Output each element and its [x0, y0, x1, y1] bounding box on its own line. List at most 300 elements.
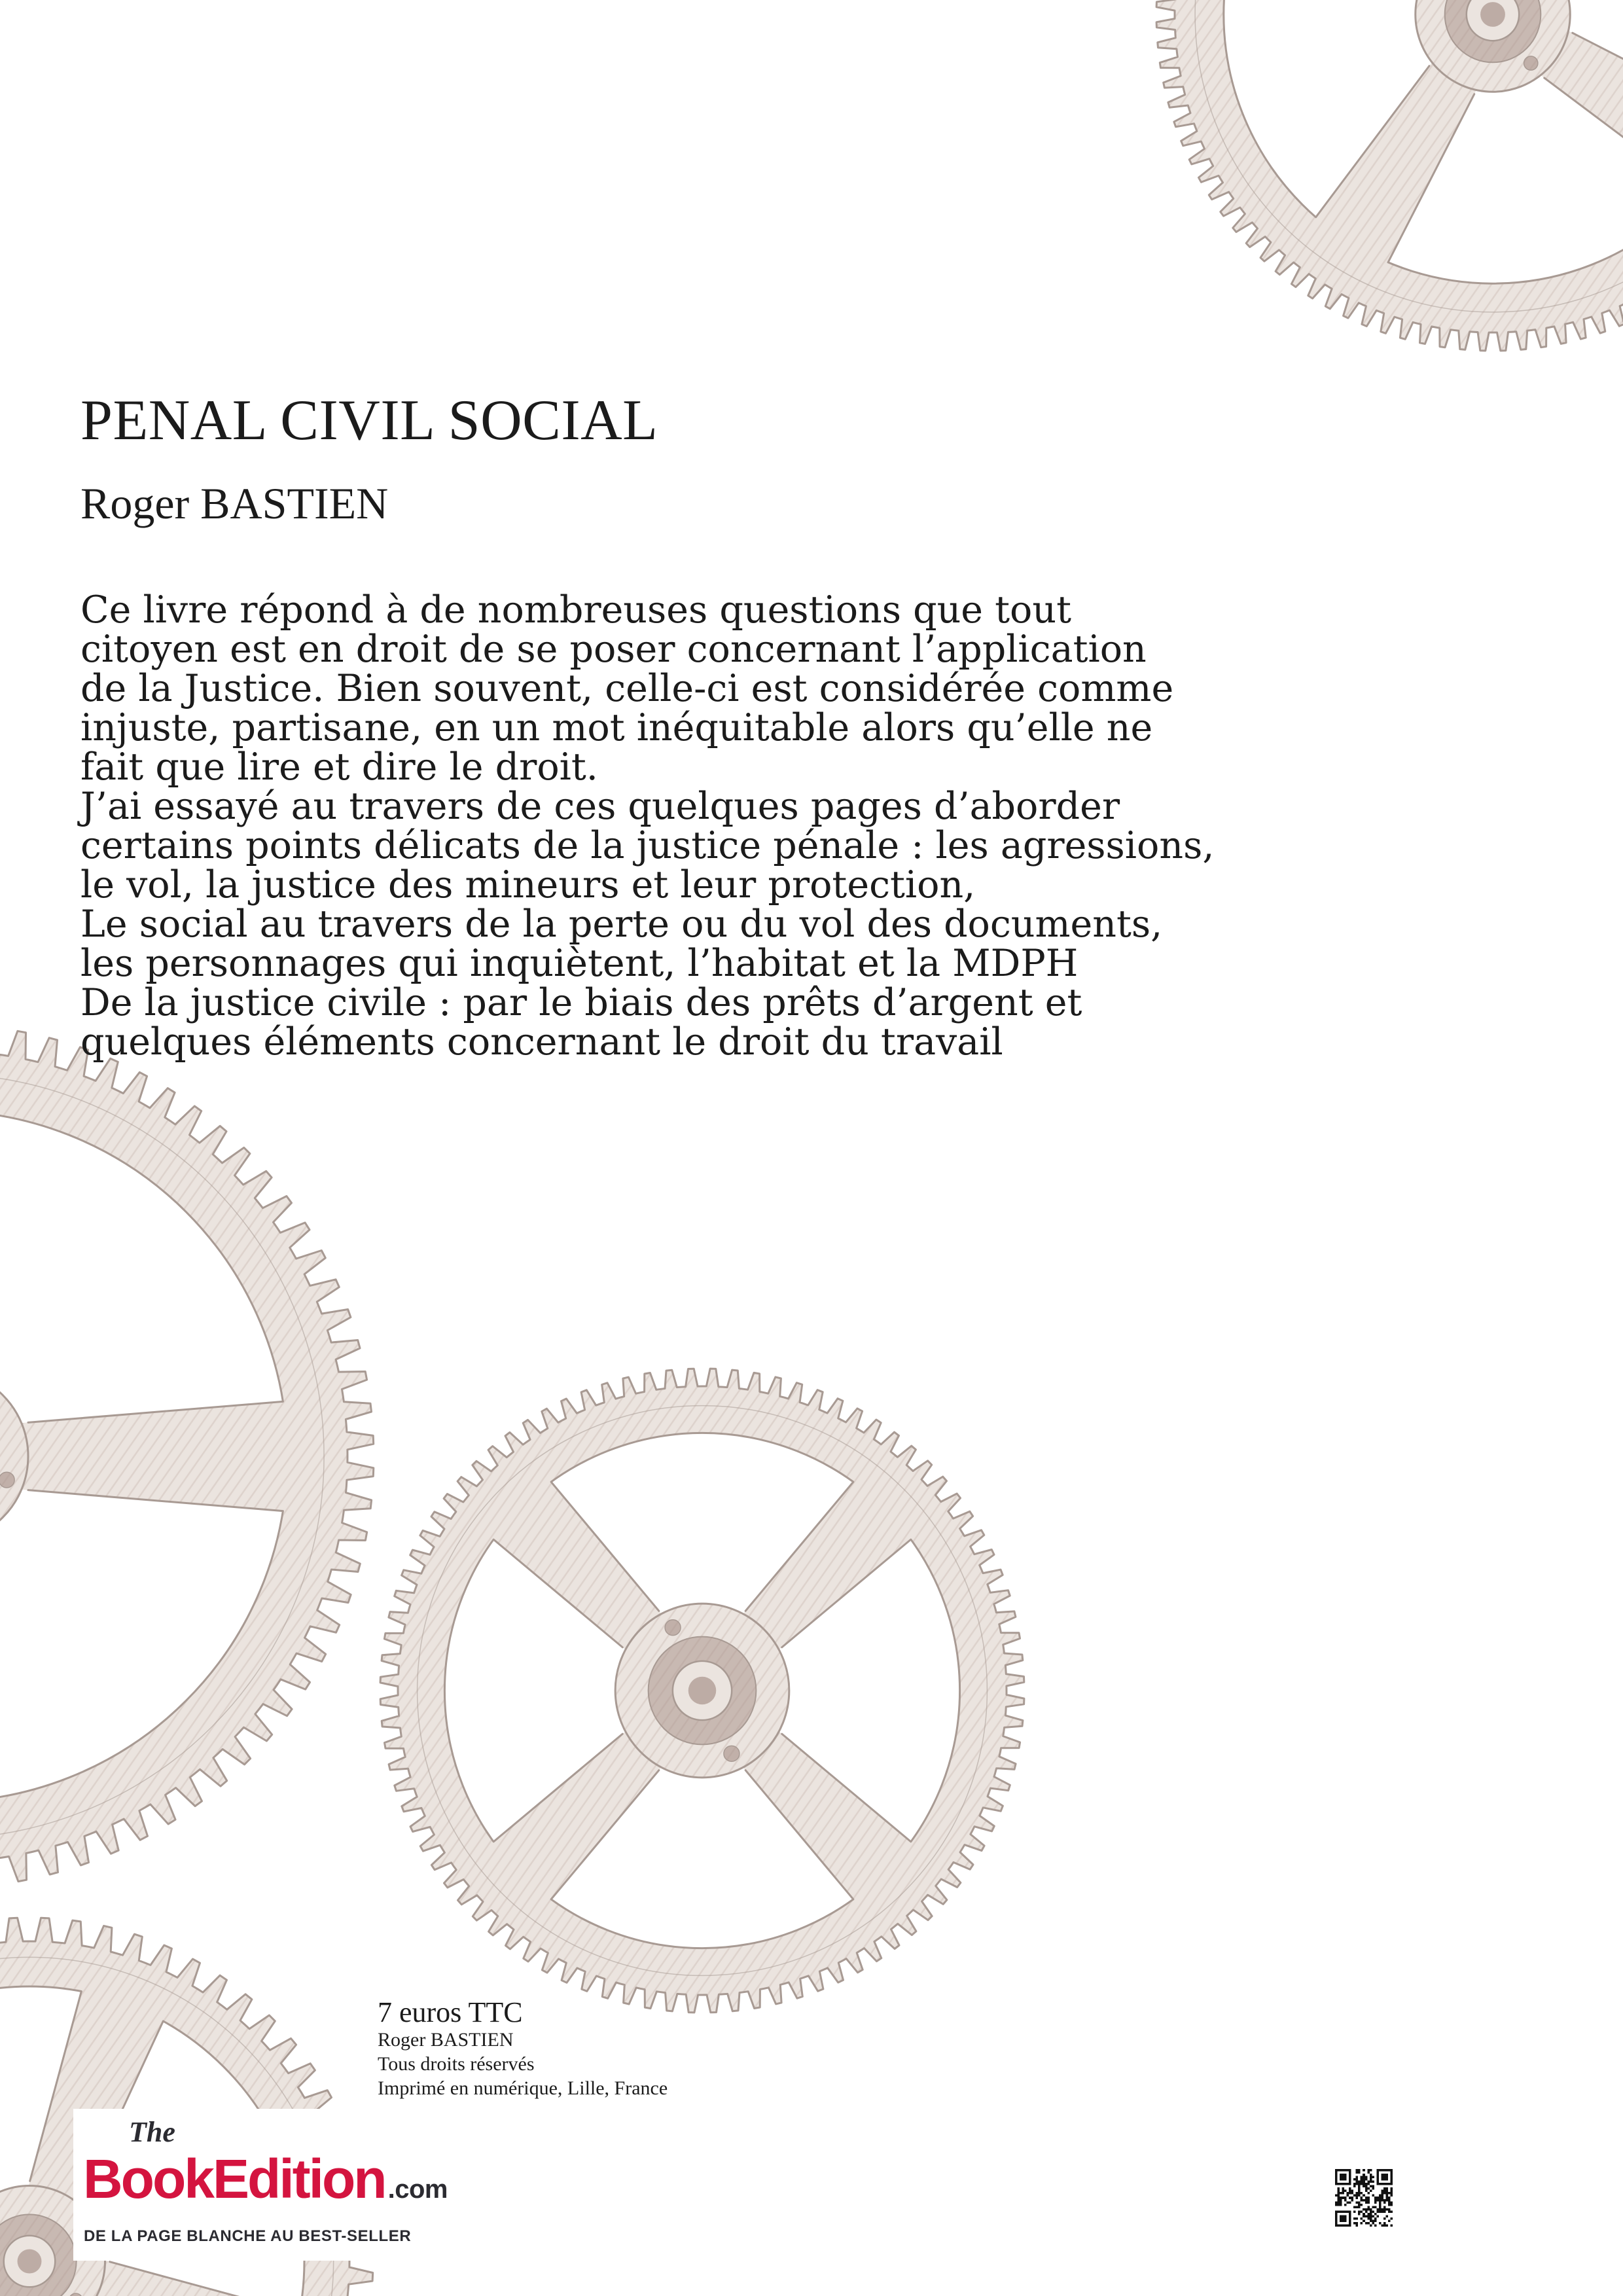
- qr-module: [1342, 2192, 1345, 2195]
- qr-module: [1361, 2197, 1363, 2199]
- qr-module: [1381, 2195, 1383, 2197]
- qr-code: [1335, 2169, 1393, 2227]
- qr-module: [1335, 2219, 1338, 2222]
- qr-module: [1383, 2169, 1386, 2172]
- qr-module: [1335, 2215, 1338, 2217]
- qr-module: [1358, 2210, 1361, 2213]
- qr-module: [1353, 2185, 1356, 2188]
- qr-module: [1365, 2199, 1368, 2202]
- qr-module: [1363, 2176, 1365, 2179]
- qr-module: [1374, 2219, 1377, 2222]
- gear-axle-center: [1480, 2, 1505, 27]
- qr-module: [1349, 2187, 1351, 2190]
- qr-module: [1358, 2187, 1361, 2190]
- qr-module: [1349, 2181, 1351, 2183]
- qr-module: [1349, 2174, 1351, 2176]
- qr-module: [1335, 2195, 1338, 2197]
- qr-module: [1381, 2208, 1383, 2211]
- qr-module: [1383, 2208, 1386, 2211]
- qr-module: [1390, 2192, 1393, 2195]
- qr-module: [1385, 2208, 1388, 2211]
- qr-module: [1370, 2215, 1372, 2217]
- qr-module: [1390, 2190, 1393, 2193]
- qr-module: [1383, 2224, 1386, 2227]
- qr-module: [1388, 2183, 1391, 2185]
- qr-module: [1376, 2172, 1379, 2174]
- qr-module: [1361, 2199, 1363, 2202]
- blurb-line: Le social au travers de la perte ou du vol des documents,: [80, 903, 1163, 946]
- qr-module: [1344, 2204, 1347, 2206]
- qr-module: [1383, 2210, 1386, 2213]
- qr-module: [1385, 2215, 1388, 2217]
- qr-module: [1367, 2208, 1370, 2211]
- qr-module: [1379, 2199, 1382, 2202]
- qr-module: [1335, 2222, 1338, 2225]
- qr-module: [1351, 2197, 1354, 2199]
- blurb-line: certains points délicats de la justice pénale : les agressions,: [80, 824, 1215, 867]
- gear-screw: [1524, 56, 1538, 70]
- qr-module: [1338, 2183, 1340, 2185]
- qr-module: [1340, 2192, 1342, 2195]
- qr-module: [1379, 2169, 1382, 2172]
- qr-module: [1367, 2222, 1370, 2225]
- qr-module: [1363, 2213, 1365, 2215]
- qr-module: [1344, 2224, 1347, 2227]
- logo-tagline: DE LA PAGE BLANCHE AU BEST-SELLER: [84, 2227, 412, 2245]
- qr-module: [1344, 2178, 1347, 2181]
- qr-module: [1370, 2217, 1372, 2220]
- qr-module: [1374, 2206, 1377, 2208]
- qr-module: [1344, 2199, 1347, 2202]
- qr-module: [1342, 2183, 1345, 2185]
- qr-module: [1349, 2172, 1351, 2174]
- qr-module: [1363, 2169, 1365, 2172]
- qr-module: [1351, 2192, 1354, 2195]
- qr-module: [1349, 2224, 1351, 2227]
- qr-module: [1353, 2217, 1356, 2220]
- qr-module: [1349, 2183, 1351, 2185]
- qr-module: [1370, 2190, 1372, 2193]
- qr-module: [1363, 2183, 1365, 2185]
- qr-module: [1338, 2204, 1340, 2206]
- qr-module: [1379, 2183, 1382, 2185]
- qr-module: [1390, 2172, 1393, 2174]
- qr-module: [1381, 2169, 1383, 2172]
- qr-module: [1381, 2192, 1383, 2195]
- qr-module: [1367, 2213, 1370, 2215]
- qr-module: [1385, 2187, 1388, 2190]
- qr-module: [1385, 2195, 1388, 2197]
- qr-module: [1356, 2206, 1359, 2208]
- logo-prefix: The: [129, 2116, 175, 2148]
- qr-module: [1356, 2195, 1359, 2197]
- qr-module: [1367, 2217, 1370, 2220]
- qr-module: [1335, 2217, 1338, 2220]
- qr-module: [1365, 2178, 1368, 2181]
- qr-module: [1363, 2219, 1365, 2222]
- qr-module: [1340, 2197, 1342, 2199]
- qr-module: [1342, 2176, 1345, 2179]
- qr-module: [1363, 2199, 1365, 2202]
- qr-module: [1383, 2206, 1386, 2208]
- qr-module: [1347, 2195, 1349, 2197]
- qr-module: [1383, 2183, 1386, 2185]
- qr-module: [1358, 2206, 1361, 2208]
- qr-module: [1383, 2176, 1386, 2179]
- qr-module: [1347, 2210, 1349, 2213]
- qr-module: [1381, 2197, 1383, 2199]
- qr-module: [1356, 2183, 1359, 2185]
- qr-module: [1338, 2197, 1340, 2199]
- qr-module: [1372, 2187, 1374, 2190]
- qr-module: [1358, 2195, 1361, 2197]
- qr-module: [1365, 2210, 1368, 2213]
- qr-module: [1342, 2178, 1345, 2181]
- qr-module: [1335, 2178, 1338, 2181]
- qr-module: [1367, 2169, 1370, 2172]
- qr-module: [1338, 2187, 1340, 2190]
- qr-module: [1335, 2181, 1338, 2183]
- qr-module: [1363, 2178, 1365, 2181]
- qr-module: [1356, 2192, 1359, 2195]
- qr-module: [1390, 2224, 1393, 2227]
- qr-module: [1347, 2201, 1349, 2204]
- qr-module: [1381, 2174, 1383, 2176]
- qr-module: [1342, 2224, 1345, 2227]
- logo-name: BookEdition: [83, 2148, 385, 2210]
- qr-module: [1390, 2187, 1393, 2190]
- qr-module: [1342, 2190, 1345, 2193]
- qr-module: [1335, 2172, 1338, 2174]
- qr-module: [1340, 2204, 1342, 2206]
- qr-module: [1367, 2181, 1370, 2183]
- qr-module: [1361, 2192, 1363, 2195]
- qr-module: [1365, 2208, 1368, 2211]
- qr-module: [1344, 2190, 1347, 2193]
- qr-module: [1385, 2197, 1388, 2199]
- qr-module: [1390, 2195, 1393, 2197]
- qr-module: [1349, 2213, 1351, 2215]
- qr-module: [1390, 2178, 1393, 2181]
- qr-module: [1374, 2224, 1377, 2227]
- qr-module: [1379, 2204, 1382, 2206]
- qr-module: [1365, 2197, 1368, 2199]
- qr-module: [1388, 2201, 1391, 2204]
- qr-module: [1385, 2192, 1388, 2195]
- book-blurb: [80, 590, 1214, 1062]
- qr-module: [1370, 2210, 1372, 2213]
- price: 7 euros TTC: [378, 1996, 523, 2028]
- publisher-logo: [73, 2109, 469, 2261]
- qr-module: [1342, 2197, 1345, 2199]
- qr-module: [1365, 2222, 1368, 2225]
- qr-module: [1361, 2176, 1363, 2179]
- qr-module: [1340, 2183, 1342, 2185]
- qr-module: [1361, 2183, 1363, 2185]
- qr-module: [1379, 2195, 1382, 2197]
- qr-module: [1390, 2217, 1393, 2220]
- qr-module: [1340, 2178, 1342, 2181]
- qr-module: [1376, 2215, 1379, 2217]
- qr-module: [1385, 2224, 1388, 2227]
- gear-screw: [724, 1746, 740, 1761]
- qr-module: [1349, 2169, 1351, 2172]
- qr-module: [1363, 2174, 1365, 2176]
- qr-module: [1335, 2224, 1338, 2227]
- qr-module: [1347, 2192, 1349, 2195]
- qr-module: [1383, 2222, 1386, 2225]
- qr-module: [1344, 2176, 1347, 2179]
- qr-module: [1372, 2222, 1374, 2225]
- qr-module: [1342, 2187, 1345, 2190]
- qr-module: [1338, 2224, 1340, 2227]
- qr-module: [1376, 2210, 1379, 2213]
- qr-module: [1335, 2210, 1338, 2213]
- printing-notice: Imprimé en numérique, Lille, France: [378, 2077, 668, 2099]
- qr-module: [1358, 2181, 1361, 2183]
- qr-module: [1338, 2190, 1340, 2193]
- qr-module: [1388, 2197, 1391, 2199]
- gear-center: [380, 1369, 1024, 2013]
- qr-module: [1335, 2213, 1338, 2215]
- qr-module: [1383, 2190, 1386, 2193]
- qr-module: [1385, 2176, 1388, 2179]
- qr-module: [1374, 2197, 1377, 2199]
- qr-module: [1335, 2176, 1338, 2179]
- qr-module: [1365, 2187, 1368, 2190]
- qr-module: [1379, 2197, 1382, 2199]
- qr-module: [1340, 2224, 1342, 2227]
- qr-module: [1367, 2201, 1370, 2204]
- qr-module: [1338, 2195, 1340, 2197]
- qr-module: [1376, 2208, 1379, 2211]
- blurb-line: de la Justice. Bien souvent, celle-ci est considérée comme: [80, 667, 1174, 710]
- qr-module: [1349, 2222, 1351, 2225]
- qr-module: [1376, 2183, 1379, 2185]
- qr-module: [1361, 2222, 1363, 2225]
- qr-module: [1388, 2192, 1391, 2195]
- qr-module: [1365, 2185, 1368, 2188]
- qr-module: [1390, 2183, 1393, 2185]
- qr-module: [1379, 2208, 1382, 2211]
- qr-module: [1374, 2213, 1377, 2215]
- qr-module: [1349, 2215, 1351, 2217]
- qr-module: [1356, 2197, 1359, 2199]
- qr-module: [1340, 2210, 1342, 2213]
- qr-module: [1356, 2222, 1359, 2225]
- gear-screw: [0, 1472, 14, 1488]
- qr-module: [1347, 2183, 1349, 2185]
- qr-module: [1367, 2206, 1370, 2208]
- blurb-line: fait que lire et dire le droit.: [80, 745, 598, 789]
- qr-module: [1353, 2178, 1356, 2181]
- qr-module: [1383, 2187, 1386, 2190]
- qr-module: [1335, 2174, 1338, 2176]
- blurb-line: quelques éléments concernant le droit du travail: [80, 1020, 1003, 1064]
- qr-module: [1372, 2210, 1374, 2213]
- qr-module: [1390, 2169, 1393, 2172]
- qr-module: [1349, 2201, 1351, 2204]
- qr-module: [1335, 2201, 1338, 2204]
- qr-module: [1340, 2176, 1342, 2179]
- qr-module: [1385, 2178, 1388, 2181]
- qr-module: [1388, 2204, 1391, 2206]
- qr-module: [1358, 2213, 1361, 2215]
- qr-module: [1390, 2204, 1393, 2206]
- qr-module: [1381, 2224, 1383, 2227]
- blurb-line: De la justice civile : par le biais des prêts d’argent et: [80, 981, 1082, 1024]
- qr-module: [1390, 2176, 1393, 2179]
- qr-module: [1370, 2219, 1372, 2222]
- qr-module: [1372, 2195, 1374, 2197]
- qr-module: [1379, 2206, 1382, 2208]
- qr-module: [1361, 2178, 1363, 2181]
- qr-module: [1351, 2190, 1354, 2193]
- qr-module: [1356, 2172, 1359, 2174]
- qr-module: [1370, 2224, 1372, 2227]
- qr-module: [1383, 2217, 1386, 2220]
- qr-module: [1347, 2169, 1349, 2172]
- qr-module: [1340, 2174, 1342, 2176]
- qr-module: [1381, 2178, 1383, 2181]
- qr-module: [1385, 2174, 1388, 2176]
- qr-module: [1349, 2219, 1351, 2222]
- qr-module: [1358, 2201, 1361, 2204]
- qr-module: [1335, 2204, 1338, 2206]
- qr-module: [1376, 2169, 1379, 2172]
- qr-module: [1365, 2176, 1368, 2179]
- qr-module: [1344, 2219, 1347, 2222]
- qr-module: [1372, 2181, 1374, 2183]
- qr-module: [1358, 2190, 1361, 2193]
- qr-module: [1374, 2199, 1377, 2202]
- qr-module: [1379, 2222, 1382, 2225]
- qr-module: [1383, 2174, 1386, 2176]
- qr-module: [1361, 2204, 1363, 2206]
- qr-module: [1372, 2185, 1374, 2188]
- logo-domain: .com: [387, 2175, 448, 2204]
- qr-module: [1372, 2219, 1374, 2222]
- qr-module: [1372, 2215, 1374, 2217]
- qr-module: [1338, 2169, 1340, 2172]
- qr-module: [1385, 2183, 1388, 2185]
- qr-module: [1358, 2183, 1361, 2185]
- qr-module: [1370, 2185, 1372, 2188]
- qr-module: [1356, 2201, 1359, 2204]
- qr-module: [1356, 2169, 1359, 2172]
- qr-module: [1381, 2183, 1383, 2185]
- qr-module: [1335, 2169, 1338, 2172]
- qr-module: [1342, 2217, 1345, 2220]
- qr-module: [1376, 2178, 1379, 2181]
- qr-module: [1356, 2224, 1359, 2227]
- qr-module: [1344, 2169, 1347, 2172]
- qr-module: [1365, 2183, 1368, 2185]
- qr-module: [1349, 2210, 1351, 2213]
- qr-module: [1344, 2174, 1347, 2176]
- qr-module: [1365, 2201, 1368, 2204]
- qr-module: [1342, 2210, 1345, 2213]
- qr-module: [1367, 2192, 1370, 2195]
- qr-module: [1388, 2210, 1391, 2213]
- qr-module: [1342, 2174, 1345, 2176]
- logo-wordmark: [83, 2148, 448, 2217]
- qr-module: [1340, 2217, 1342, 2220]
- qr-module: [1361, 2210, 1363, 2213]
- qr-module: [1390, 2181, 1393, 2183]
- imprint-author: Roger BASTIEN: [378, 2029, 514, 2051]
- qr-module: [1344, 2197, 1347, 2199]
- qr-module: [1340, 2201, 1342, 2204]
- qr-module: [1370, 2178, 1372, 2181]
- qr-module: [1388, 2199, 1391, 2202]
- qr-module: [1344, 2183, 1347, 2185]
- gear-screw: [665, 1620, 681, 1636]
- book-author: Roger BASTIEN: [80, 478, 389, 528]
- qr-module: [1385, 2199, 1388, 2202]
- qr-module: [1342, 2169, 1345, 2172]
- blurb-line: injuste, partisane, en un mot inéquitable alors qu’elle ne: [80, 706, 1153, 749]
- qr-module: [1388, 2169, 1391, 2172]
- qr-module: [1383, 2201, 1386, 2204]
- qr-module: [1358, 2172, 1361, 2174]
- qr-module: [1376, 2174, 1379, 2176]
- qr-module: [1351, 2199, 1354, 2202]
- qr-module: [1342, 2215, 1345, 2217]
- qr-module: [1358, 2204, 1361, 2206]
- gear-axle-center: [688, 1677, 717, 1705]
- qr-module: [1374, 2217, 1377, 2220]
- qr-module: [1349, 2190, 1351, 2193]
- qr-module: [1353, 2206, 1356, 2208]
- qr-module: [1363, 2181, 1365, 2183]
- qr-module: [1367, 2197, 1370, 2199]
- qr-module: [1358, 2192, 1361, 2195]
- qr-module: [1353, 2195, 1356, 2197]
- qr-module: [1338, 2201, 1340, 2204]
- qr-module: [1383, 2199, 1386, 2202]
- gear-top-right: [1156, 0, 1623, 351]
- qr-module: [1370, 2176, 1372, 2179]
- qr-module: [1349, 2192, 1351, 2195]
- qr-module: [1376, 2181, 1379, 2183]
- blurb-line: citoyen est en droit de se poser concernant l’application: [80, 628, 1147, 671]
- qr-module: [1335, 2183, 1338, 2185]
- rights-notice: Tous droits réservés: [378, 2053, 535, 2075]
- qr-module: [1347, 2224, 1349, 2227]
- qr-module: [1342, 2219, 1345, 2222]
- qr-module: [1340, 2199, 1342, 2202]
- qr-module: [1388, 2208, 1391, 2211]
- qr-module: [1361, 2181, 1363, 2183]
- qr-module: [1367, 2183, 1370, 2185]
- qr-module: [1372, 2176, 1374, 2179]
- blurb-line: J’ai essayé au travers de ces quelques pages d’aborder: [80, 785, 1120, 828]
- qr-module: [1376, 2176, 1379, 2179]
- qr-module: [1349, 2178, 1351, 2181]
- qr-module: [1353, 2183, 1356, 2185]
- qr-module: [1383, 2192, 1386, 2195]
- qr-module: [1349, 2197, 1351, 2199]
- qr-module: [1388, 2219, 1391, 2222]
- qr-module: [1349, 2217, 1351, 2220]
- qr-module: [1367, 2215, 1370, 2217]
- qr-module: [1381, 2176, 1383, 2179]
- qr-module: [1353, 2210, 1356, 2213]
- qr-module: [1363, 2195, 1365, 2197]
- qr-module: [1361, 2217, 1363, 2220]
- qr-module: [1349, 2176, 1351, 2179]
